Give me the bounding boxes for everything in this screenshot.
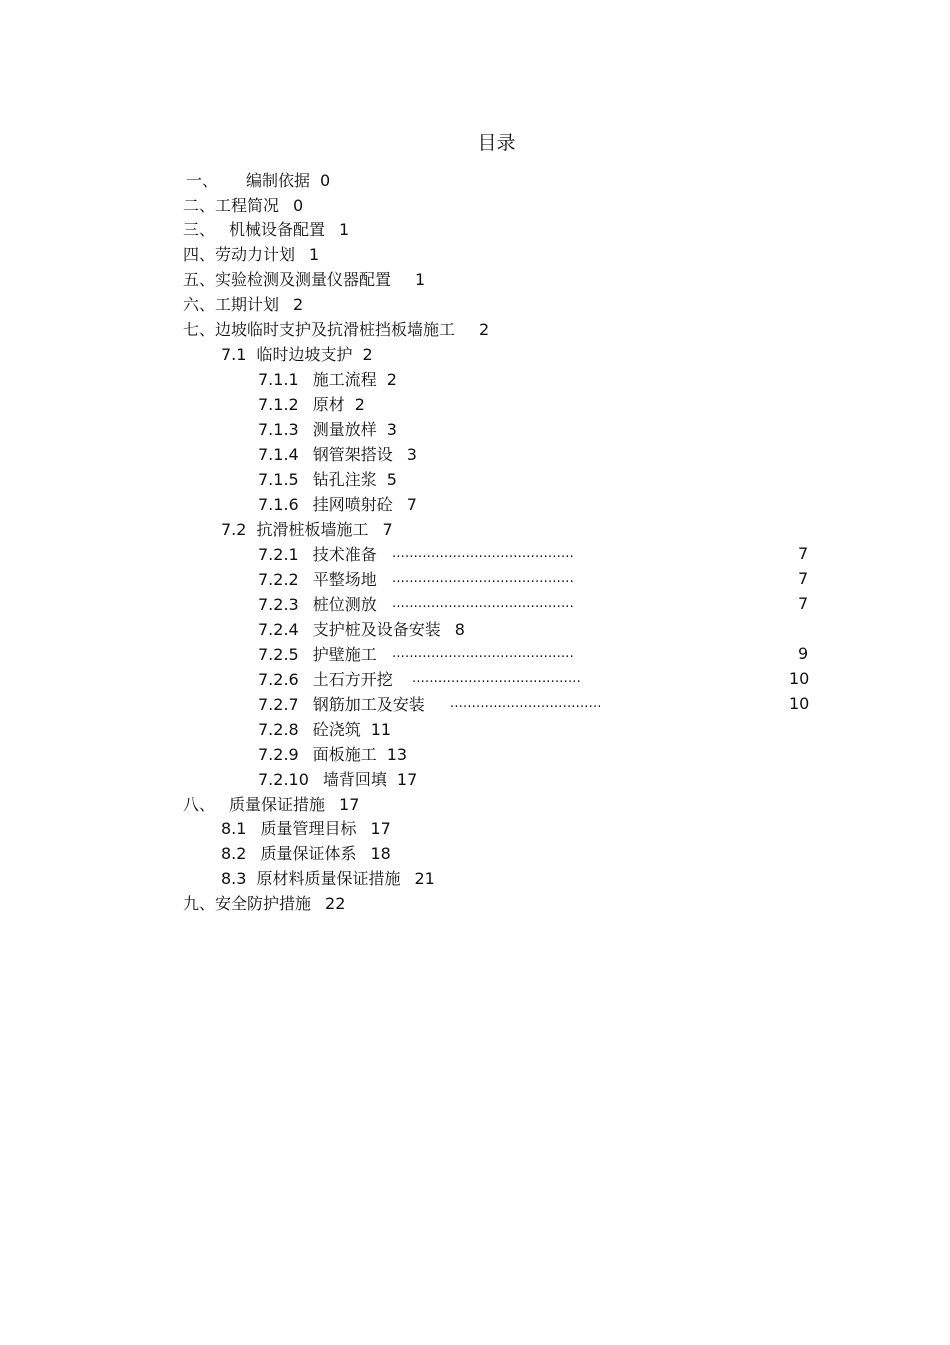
entry-title: 质量管理目标 [260, 819, 357, 838]
entry-title: 支护桩及设备安装 [312, 620, 441, 639]
toc-entry-7-2-3[interactable] [258, 591, 818, 616]
toc-entry-9[interactable] [183, 890, 345, 915]
entry-number: 8.1 [221, 819, 247, 838]
entry-title: 施工流程 [312, 370, 377, 389]
entry-number: 六、 [183, 295, 216, 314]
toc-entry-6[interactable] [183, 291, 303, 316]
entry-title: 护壁施工 [312, 645, 377, 664]
entry-title: 边坡临时支护及抗滑桩挡板墙施工 [215, 320, 456, 339]
entry-number: 一、 [186, 171, 219, 190]
entry-number: 7.1.5 [258, 470, 299, 489]
toc-entry-7-1-2[interactable] [258, 391, 365, 416]
entry-number: 7.2.1 [258, 545, 299, 564]
toc-entry-2[interactable] [183, 192, 303, 217]
entry-number: 7.2.5 [258, 645, 299, 664]
entry-page: 11 [370, 720, 392, 739]
entry-title: 技术准备 [312, 545, 377, 564]
entry-number: 7.1 [221, 345, 247, 364]
entry-page: 7 [798, 569, 809, 588]
entry-page: 13 [386, 745, 408, 764]
entry-page: 10 [789, 669, 810, 688]
toc-title: 目录 [477, 132, 516, 154]
leader-dots: ................................... [450, 696, 602, 711]
toc-entry-7[interactable] [183, 316, 489, 341]
entry-title: 临时边坡支护 [256, 345, 353, 364]
toc-entry-7-2-6[interactable] [258, 666, 818, 691]
entry-title: 编制依据 [246, 171, 311, 190]
entry-title: 测量放样 [312, 420, 377, 439]
entry-number: 7.2.7 [258, 695, 299, 714]
entry-title: 桩位测放 [312, 595, 377, 614]
entry-page: 8 [454, 620, 465, 639]
entry-title: 土石方开挖 [312, 670, 393, 689]
leader-dots: .......................................... [392, 571, 574, 586]
entry-page: 22 [325, 894, 346, 913]
entry-title: 质量保证体系 [260, 844, 357, 863]
entry-number: 7.1.1 [258, 370, 299, 389]
toc-entry-8-2[interactable] [221, 840, 391, 865]
entry-title: 砼浇筑 [312, 720, 361, 739]
entry-number: 二、 [183, 196, 216, 215]
entry-number: 7.2.10 [258, 770, 309, 789]
entry-page: 5 [386, 470, 397, 489]
toc-entry-5[interactable] [183, 266, 425, 291]
toc-entry-8-1[interactable] [221, 815, 391, 840]
entry-number: 五、 [183, 270, 216, 289]
entry-number: 8.2 [221, 844, 247, 863]
leader-dots: .......................................... [392, 646, 574, 661]
entry-page: 17 [339, 795, 360, 814]
toc-entry-4[interactable] [183, 241, 319, 266]
entry-page: 10 [789, 694, 810, 713]
entry-title: 钢筋加工及安装 [312, 695, 425, 714]
entry-title: 实验检测及测量仪器配置 [215, 270, 392, 289]
entry-title: 平整场地 [312, 570, 377, 589]
entry-page: 18 [370, 844, 391, 863]
entry-page: 2 [362, 345, 373, 364]
toc-entry-7-2-9[interactable] [258, 741, 407, 766]
toc-entry-7-1-5[interactable] [258, 466, 397, 491]
toc-entry-7-1-1[interactable] [258, 366, 397, 391]
entry-number: 七、 [183, 320, 216, 339]
entry-title: 质量保证措施 [229, 795, 326, 814]
entry-title: 墙背回填 [322, 770, 387, 789]
entry-title: 安全防护措施 [215, 894, 312, 913]
entry-page: 2 [293, 295, 304, 314]
toc-entry-7-2-8[interactable] [258, 716, 391, 741]
entry-number: 8.3 [221, 869, 247, 888]
entry-number: 7.2.4 [258, 620, 299, 639]
toc-entry-7-2[interactable] [221, 516, 393, 541]
entry-page: 0 [320, 171, 331, 190]
entry-number: 7.2.6 [258, 670, 299, 689]
toc-entry-7-1-6[interactable] [258, 491, 417, 516]
entry-number: 7.1.6 [258, 495, 299, 514]
entry-page: 0 [293, 196, 304, 215]
entry-title: 机械设备配置 [229, 220, 326, 239]
toc-entry-8[interactable] [183, 791, 359, 816]
entry-page: 7 [798, 594, 809, 613]
entry-number: 7.2.9 [258, 745, 299, 764]
toc-entry-7-1-3[interactable] [258, 416, 397, 441]
toc-entry-7-2-5[interactable] [258, 641, 818, 666]
entry-page: 1 [339, 220, 350, 239]
entry-title: 原材料质量保证措施 [256, 869, 401, 888]
entry-number: 7.2 [221, 520, 247, 539]
toc-entry-7-2-4[interactable] [258, 616, 465, 641]
toc-entry-7-1[interactable] [221, 341, 373, 366]
toc-entry-7-2-2[interactable] [258, 566, 818, 591]
toc-entry-7-1-4[interactable] [258, 441, 417, 466]
entry-title: 工程简况 [215, 196, 280, 215]
entry-number: 7.2.3 [258, 595, 299, 614]
entry-title: 抗滑桩板墙施工 [256, 520, 369, 539]
leader-dots: .......................................... [392, 546, 574, 561]
entry-number: 7.2.2 [258, 570, 299, 589]
entry-page: 3 [386, 420, 397, 439]
toc-entry-7-2-10[interactable] [258, 766, 417, 791]
toc-entry-1[interactable] [186, 167, 330, 192]
entry-number: 九、 [183, 894, 216, 913]
entry-page: 17 [370, 819, 391, 838]
entry-number: 四、 [183, 245, 216, 264]
entry-page: 9 [798, 644, 809, 663]
entry-title: 劳动力计划 [215, 245, 296, 264]
entry-title: 挂网喷射砼 [312, 495, 393, 514]
entry-title: 原材 [312, 395, 345, 414]
toc-entry-3[interactable] [183, 216, 349, 241]
entry-page: 7 [798, 544, 809, 563]
entry-page: 1 [415, 270, 426, 289]
entry-page: 21 [414, 869, 435, 888]
entry-number: 八、 [183, 795, 216, 814]
entry-page: 1 [309, 245, 320, 264]
entry-page: 7 [382, 520, 393, 539]
entry-page: 2 [354, 395, 365, 414]
leader-dots: .......................................... [392, 596, 574, 611]
entry-number: 三、 [183, 220, 216, 239]
entry-title: 钢管架搭设 [312, 445, 393, 464]
entry-title: 钻孔注浆 [312, 470, 377, 489]
entry-title: 面板施工 [312, 745, 377, 764]
toc-entry-7-2-1[interactable] [258, 541, 818, 566]
entry-number: 7.1.3 [258, 420, 299, 439]
entry-number: 7.2.8 [258, 720, 299, 739]
entry-page: 17 [396, 770, 418, 789]
entry-number: 7.1.4 [258, 445, 299, 464]
toc-entry-8-3[interactable] [221, 865, 435, 890]
entry-page: 7 [406, 495, 417, 514]
entry-page: 3 [406, 445, 417, 464]
entry-title: 工期计划 [215, 295, 280, 314]
entry-page: 2 [386, 370, 397, 389]
entry-number: 7.1.2 [258, 395, 299, 414]
toc-entry-7-2-7[interactable] [258, 691, 818, 716]
leader-dots: ....................................... [412, 671, 581, 686]
entry-page: 2 [479, 320, 490, 339]
